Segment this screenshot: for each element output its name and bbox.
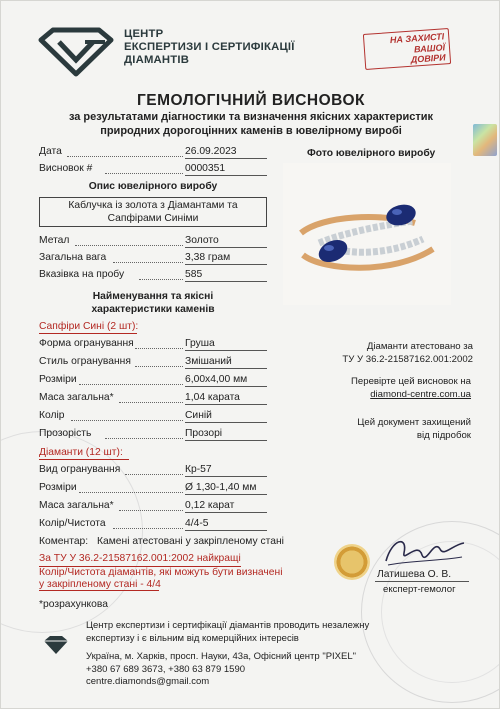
sapphire-cut-shape-value: Груша: [185, 338, 215, 349]
protection-line: Цей документ захищений: [357, 417, 471, 428]
sapphire-size-label: Розміри: [39, 374, 77, 385]
diamond-mass-value: 0,12 карат: [185, 500, 235, 511]
diamond-cut-value: Кр-57: [185, 464, 212, 475]
stamp-line: ДОВІРИ: [410, 52, 447, 65]
dotted-leader: [119, 402, 183, 403]
verify-link[interactable]: diamond-centre.com.ua: [370, 389, 471, 400]
underline: [185, 512, 267, 513]
signature-icon: [378, 531, 468, 571]
sapphire-color-value: Синій: [185, 410, 212, 421]
dotted-leader: [71, 420, 183, 421]
comment-note-line: За ТУ У 36.2-21587162.001:2002 найкращі: [39, 553, 241, 567]
protection-line: від підробок: [416, 430, 471, 441]
underline: [185, 175, 267, 176]
diamond-color-clarity-label: Колір/Чистота: [39, 518, 106, 529]
attestation-line: Діаманти атестовано за: [366, 341, 473, 352]
expert-name: Латишева О. В.: [377, 569, 452, 580]
sapphire-cut-style-label: Стиль огранування: [39, 356, 131, 367]
underline: [185, 422, 267, 423]
description-heading: Опис ювелірного виробу: [88, 181, 218, 192]
sapphire-cut-shape-label: Форма огранування: [39, 338, 134, 349]
stones-heading-line: характеристики каменів: [91, 304, 215, 315]
underline: [185, 264, 267, 265]
dotted-leader: [113, 262, 183, 263]
comment-label: Коментар:: [39, 536, 89, 547]
diamond-logo-icon: [37, 26, 115, 78]
probe-label: Вказівка на пробу: [39, 269, 125, 280]
dotted-leader: [119, 510, 183, 511]
diamonds-heading: Діаманти (12 шт):: [39, 447, 123, 458]
underline: [39, 459, 129, 460]
footer-address: Україна, м. Харків, просп. Науки, 43а, Офісний центр "PIXEL": [86, 651, 357, 662]
underline: [375, 581, 469, 582]
description-line: Сапфірами Синіми: [107, 213, 199, 224]
underline: [185, 247, 267, 248]
underline: [185, 494, 267, 495]
underline: [185, 440, 267, 441]
dotted-leader: [79, 492, 183, 493]
comment-note: [39, 553, 283, 592]
dotted-leader: [125, 474, 183, 475]
gold-seal-icon: [334, 544, 370, 580]
org-line: ЦЕНТР: [124, 28, 164, 40]
expert-role: експерт-гемолог: [383, 584, 456, 595]
trust-stamp: [363, 28, 451, 70]
subtitle-line: природних дорогоцінних каменів в ювелірному виробі: [100, 125, 402, 137]
underline: [39, 333, 137, 334]
underline: [185, 530, 267, 531]
footer-line: експертизу і є вільним від комерційних інтересів: [86, 632, 299, 644]
hologram-icon: [473, 124, 497, 156]
sapphire-mass-value: 1,04 карата: [185, 392, 240, 403]
page-title: ГЕМОЛОГІЧНИЙ ВИСНОВОК: [136, 92, 365, 109]
footer-phones: +380 67 689 3673, +380 63 879 1590: [86, 663, 246, 675]
dotted-leader: [75, 245, 183, 246]
dotted-leader: [135, 348, 183, 349]
diamond-cut-label: Вид огранування: [39, 464, 121, 475]
weight-label: Загальна вага: [39, 252, 107, 263]
ring-photo: [283, 163, 451, 305]
footer-line: Центр експертизи і сертифікації діамантів проводить незалежну: [86, 620, 370, 631]
dotted-leader: [105, 173, 183, 174]
footer-email[interactable]: centre.diamonds@gmail.com: [86, 676, 210, 687]
dotted-leader: [113, 528, 183, 529]
underline: [185, 404, 267, 405]
footer-block: [86, 620, 369, 689]
sapphire-color-label: Колір: [39, 410, 65, 421]
underline: [185, 476, 267, 477]
date-label: Дата: [39, 146, 62, 157]
underline: [185, 281, 267, 282]
diamond-size-value: Ø 1,30-1,40 мм: [185, 482, 257, 493]
dotted-leader: [139, 279, 183, 280]
stamp-line: НА ЗАХИСТІ: [389, 31, 445, 46]
estimate-note: *розрахункова: [39, 599, 108, 610]
subtitle-line: за результатами діагностики та визначення якісних характеристик: [68, 111, 434, 123]
underline: [185, 368, 267, 369]
date-value: 26.09.2023: [185, 146, 237, 157]
sapphire-cut-style-value: Змішаний: [185, 356, 232, 367]
sapphire-size-value: 6,00х4,00 мм: [185, 374, 248, 385]
comment-note-line: Колір/Чистота діамантів, які можуть бути визначені: [39, 566, 283, 578]
underline: [39, 590, 159, 591]
dotted-leader: [79, 384, 183, 385]
stones-heading: [39, 290, 267, 316]
dotted-leader: [67, 156, 183, 157]
attestation-line: ТУ У 36.2-21587162.001:2002: [342, 354, 473, 365]
diamond-color-clarity-value: 4/4-5: [185, 518, 209, 529]
org-line: ЕКСПЕРТИЗИ І СЕРТИФІКАЦІЇ: [124, 41, 295, 53]
photo-label: Фото ювелірного виробу: [307, 148, 436, 159]
metal-label: Метал: [39, 235, 70, 246]
description-line: Каблучка із золота з Діамантами та: [68, 200, 238, 211]
sapphire-mass-label: Маса загальна*: [39, 392, 114, 403]
underline: [185, 386, 267, 387]
page-subtitle: [1, 110, 500, 138]
org-line: ДІАМАНТІВ: [124, 54, 190, 66]
sapphire-clarity-value: Прозорі: [185, 428, 223, 439]
dotted-leader: [105, 438, 183, 439]
stamp-line: ВАШОЇ: [413, 41, 446, 54]
underline: [185, 158, 267, 159]
comment-note-line: у закріпленому стані - 4/4: [39, 579, 161, 590]
dotted-leader: [135, 366, 183, 367]
underline: [185, 350, 267, 351]
probe-value: 585: [185, 269, 203, 280]
comment-value: Камені атестовані у закріпленому стані: [97, 536, 284, 547]
org-name: [124, 28, 295, 67]
sapphire-clarity-label: Прозорість: [39, 428, 92, 439]
gem-icon: [41, 634, 71, 656]
metal-value: Золото: [185, 235, 219, 246]
description-box: [39, 197, 267, 227]
attestation-note: [301, 340, 473, 366]
stones-heading-line: Найменування та якісні: [92, 291, 214, 302]
verify-line: Перевірте цей висновок на: [351, 376, 471, 387]
protection-note: [301, 416, 471, 442]
conclusion-number-label: Висновок #: [39, 163, 93, 174]
sapphires-heading: Сапфіри Сині (2 шт):: [39, 321, 139, 332]
diamond-size-label: Розміри: [39, 482, 77, 493]
weight-value: 3,38 грам: [185, 252, 231, 263]
verify-note: [301, 375, 471, 401]
conclusion-number-value: 0000351: [185, 163, 226, 174]
diamond-mass-label: Маса загальна*: [39, 500, 114, 511]
